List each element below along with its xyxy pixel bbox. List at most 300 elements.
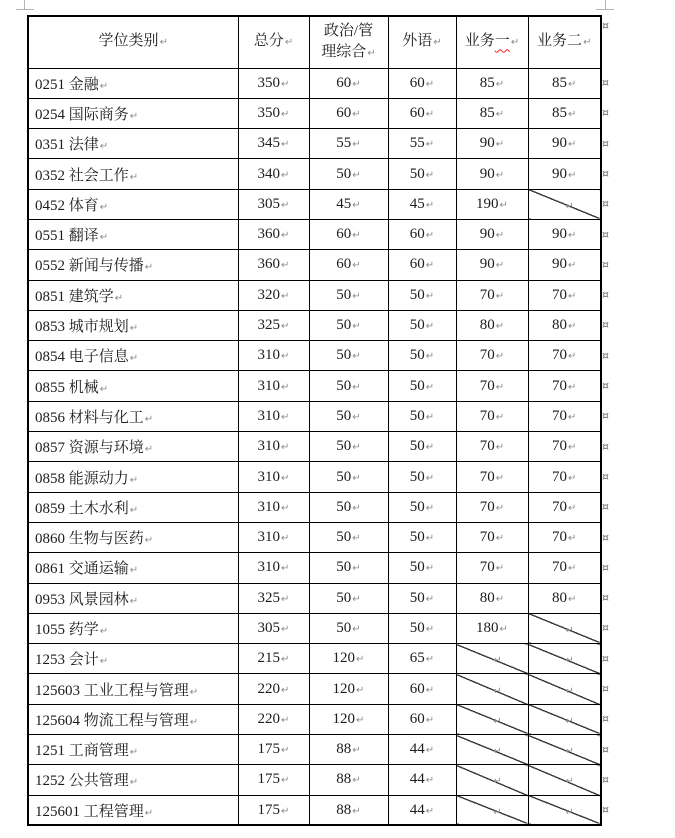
- margin-mark-vertical: [24, 0, 25, 10]
- score-value: 60: [409, 680, 425, 697]
- score-value: 175: [257, 801, 281, 818]
- score-cell[interactable]: [528, 583, 601, 613]
- score-cell[interactable]: [456, 280, 528, 310]
- cell-end-marker: ↵: [425, 533, 435, 545]
- empty-diagonal-cell[interactable]: [456, 704, 528, 734]
- cell-end-marker: ↵: [99, 383, 109, 395]
- cell-end-marker: ↵: [425, 593, 435, 605]
- score-cell[interactable]: [528, 492, 601, 522]
- score-cell[interactable]: [388, 310, 456, 340]
- score-cell[interactable]: [528, 553, 601, 583]
- score-cell[interactable]: [238, 613, 309, 643]
- score-cell[interactable]: [388, 432, 456, 462]
- score-cell[interactable]: [238, 159, 309, 189]
- empty-diagonal-cell[interactable]: [528, 674, 601, 704]
- header-label-line1: 政治/管: [323, 22, 374, 39]
- header-cell-total-score[interactable]: [238, 16, 309, 68]
- cell-end-marker: ↵: [495, 502, 505, 514]
- cell-end-marker: ↵: [352, 775, 361, 787]
- score-cell[interactable]: [528, 98, 601, 128]
- cell-end-marker: ↵: [493, 746, 502, 758]
- score-cell[interactable]: [388, 129, 456, 159]
- header-cell-degree-category[interactable]: [28, 16, 238, 68]
- score-cell[interactable]: [309, 129, 388, 159]
- category-cell[interactable]: [28, 280, 238, 310]
- cell-end-marker: ↵: [281, 593, 290, 605]
- score-cell[interactable]: [388, 583, 456, 613]
- score-cell[interactable]: [309, 219, 388, 249]
- score-value: 60: [336, 256, 352, 273]
- row-end-marker: ¤: [602, 166, 609, 180]
- score-cell[interactable]: [238, 553, 309, 583]
- cell-end-marker: ↵: [281, 805, 290, 817]
- category-cell[interactable]: [28, 644, 238, 674]
- score-cell[interactable]: [238, 250, 309, 280]
- cell-end-marker: ↵: [356, 684, 365, 696]
- cell-end-marker: ↵: [495, 321, 505, 333]
- score-cell[interactable]: [238, 583, 309, 613]
- row-end-marker: ¤: [602, 348, 609, 362]
- cell-end-marker: ↵: [144, 807, 154, 819]
- empty-diagonal-cell[interactable]: [528, 795, 601, 825]
- score-cell[interactable]: [388, 98, 456, 128]
- cell-end-marker: ↵: [189, 686, 199, 698]
- category-cell[interactable]: [28, 613, 238, 643]
- score-value: 340: [257, 165, 281, 182]
- category-cell[interactable]: [28, 492, 238, 522]
- table-body: [28, 68, 601, 825]
- row-end-marker: ¤: [602, 19, 609, 32]
- score-cell[interactable]: [528, 462, 601, 492]
- score-value: 90: [552, 165, 568, 182]
- category-cell[interactable]: [28, 129, 238, 159]
- category-cell[interactable]: [28, 250, 238, 280]
- score-cell[interactable]: [388, 371, 456, 401]
- empty-diagonal-cell[interactable]: [528, 644, 601, 674]
- category-cell[interactable]: [28, 341, 238, 371]
- score-value: 50: [409, 619, 425, 636]
- score-cell[interactable]: [456, 401, 528, 431]
- score-cell[interactable]: [456, 492, 528, 522]
- score-cell[interactable]: [528, 129, 601, 159]
- table-row: [28, 280, 601, 310]
- score-cell[interactable]: [528, 159, 601, 189]
- score-value: 88: [336, 801, 352, 818]
- cell-end-marker: ↵: [493, 776, 502, 788]
- cell-end-marker: ↵: [583, 37, 592, 49]
- score-value: 120: [332, 650, 356, 667]
- score-cell[interactable]: [238, 310, 309, 340]
- score-cell[interactable]: [388, 492, 456, 522]
- empty-diagonal-cell[interactable]: [456, 735, 528, 765]
- score-cell[interactable]: [456, 553, 528, 583]
- score-value: 50: [409, 165, 425, 182]
- score-cell[interactable]: [309, 522, 388, 552]
- score-cell[interactable]: [456, 129, 528, 159]
- table-row: [28, 68, 601, 98]
- score-cell[interactable]: [388, 704, 456, 734]
- row-end-marker: ¤: [602, 257, 609, 271]
- row-end-marker: ¤: [602, 227, 609, 241]
- score-cell[interactable]: [309, 280, 388, 310]
- score-cell[interactable]: [309, 310, 388, 340]
- score-value: 50: [336, 407, 352, 424]
- category-cell[interactable]: [28, 219, 238, 249]
- score-cell[interactable]: [528, 341, 601, 371]
- score-value: 50: [336, 529, 352, 546]
- score-value: 80: [552, 317, 568, 334]
- empty-diagonal-cell[interactable]: [456, 795, 528, 825]
- cell-end-marker: ↵: [425, 563, 435, 575]
- score-value: 175: [257, 741, 281, 758]
- score-value: 60: [409, 74, 425, 91]
- cell-end-marker: ↵: [281, 533, 290, 545]
- cell-end-marker: ↵: [281, 654, 290, 666]
- score-value: 305: [257, 619, 281, 636]
- cell-end-marker: ↵: [568, 593, 577, 605]
- score-cell[interactable]: [309, 189, 388, 219]
- score-cell[interactable]: [528, 280, 601, 310]
- score-cell[interactable]: [456, 189, 528, 219]
- score-value: 310: [257, 529, 281, 546]
- score-cell[interactable]: [456, 462, 528, 492]
- score-cell[interactable]: [388, 341, 456, 371]
- score-value: 310: [257, 377, 281, 394]
- score-cell[interactable]: [456, 219, 528, 249]
- score-cell[interactable]: [309, 68, 388, 98]
- cell-end-marker: ↵: [565, 776, 574, 788]
- score-cell[interactable]: [238, 432, 309, 462]
- score-cell[interactable]: [388, 674, 456, 704]
- cell-end-marker: ↵: [565, 624, 574, 636]
- score-cell[interactable]: [309, 583, 388, 613]
- score-cell[interactable]: [309, 371, 388, 401]
- score-cell[interactable]: [309, 432, 388, 462]
- score-cell[interactable]: [456, 98, 528, 128]
- score-value: 175: [257, 771, 281, 788]
- score-cell[interactable]: [528, 310, 601, 340]
- score-cell[interactable]: [388, 765, 456, 795]
- category-cell[interactable]: [28, 462, 238, 492]
- score-cell[interactable]: [388, 462, 456, 492]
- cell-end-marker: ↵: [144, 262, 154, 274]
- category-text: 0856 材料与化工: [35, 409, 144, 426]
- row-end-marker: ¤: [602, 409, 609, 423]
- spellcheck-underlined-text: 一: [494, 33, 510, 50]
- score-cell[interactable]: [309, 613, 388, 643]
- cell-end-marker: ↵: [425, 290, 435, 302]
- empty-diagonal-cell[interactable]: [528, 765, 601, 795]
- cell-end-marker: ↵: [281, 290, 290, 302]
- header-cell-subject-one[interactable]: [456, 16, 528, 68]
- score-cell[interactable]: [528, 432, 601, 462]
- score-value: 310: [257, 347, 281, 364]
- score-value: 215: [257, 650, 281, 667]
- score-cell[interactable]: [309, 795, 388, 825]
- cell-end-marker: ↵: [352, 593, 361, 605]
- score-cell[interactable]: [388, 159, 456, 189]
- category-cell[interactable]: [28, 583, 238, 613]
- score-cell[interactable]: [456, 432, 528, 462]
- category-text: 0351 法律: [35, 137, 99, 154]
- score-cell[interactable]: [309, 704, 388, 734]
- score-value: 350: [257, 74, 281, 91]
- cell-end-marker: ↵: [568, 472, 577, 484]
- score-value: 310: [257, 559, 281, 576]
- score-cell[interactable]: [238, 219, 309, 249]
- score-value: 70: [552, 377, 568, 394]
- table-row: [28, 310, 601, 340]
- cell-end-marker: ↵: [433, 37, 442, 49]
- score-cell[interactable]: [309, 401, 388, 431]
- category-text: 0859 土木水利: [35, 500, 129, 517]
- category-cell[interactable]: [28, 765, 238, 795]
- cell-end-marker: ↵: [99, 80, 109, 92]
- cell-end-marker: ↵: [568, 169, 577, 181]
- empty-diagonal-cell[interactable]: [528, 189, 601, 219]
- score-cell[interactable]: [238, 704, 309, 734]
- score-cell[interactable]: [309, 250, 388, 280]
- cell-end-marker: ↵: [352, 351, 361, 363]
- category-cell[interactable]: [28, 674, 238, 704]
- table-row: [28, 129, 601, 159]
- category-cell[interactable]: [28, 553, 238, 583]
- cell-end-marker: ↵: [425, 169, 435, 181]
- score-cell[interactable]: [388, 553, 456, 583]
- score-cell[interactable]: [456, 341, 528, 371]
- score-cell[interactable]: [388, 613, 456, 643]
- cell-end-marker: ↵: [425, 654, 435, 666]
- cell-end-marker: ↵: [495, 139, 505, 151]
- score-cell[interactable]: [528, 401, 601, 431]
- header-label: 外语: [402, 33, 433, 50]
- score-cell[interactable]: [238, 765, 309, 795]
- score-cell[interactable]: [528, 250, 601, 280]
- category-text: 0853 城市规划: [35, 319, 129, 336]
- category-text: 0851 建筑学: [35, 288, 114, 305]
- score-cell[interactable]: [388, 219, 456, 249]
- score-cell[interactable]: [456, 583, 528, 613]
- header-cell-foreign-language[interactable]: [388, 16, 456, 68]
- header-cell-subject-two[interactable]: [528, 16, 601, 68]
- score-value: 70: [552, 286, 568, 303]
- score-value: 50: [336, 438, 352, 455]
- category-cell[interactable]: [28, 159, 238, 189]
- score-value: 70: [479, 468, 495, 485]
- score-cell[interactable]: [238, 98, 309, 128]
- row-end-marker: ¤: [602, 530, 609, 544]
- cell-end-marker: ↵: [425, 502, 435, 514]
- cell-end-marker: ↵: [129, 504, 139, 516]
- score-value: 45: [409, 195, 425, 212]
- margin-mark-vertical: [605, 0, 606, 10]
- category-cell[interactable]: [28, 310, 238, 340]
- score-cell[interactable]: [388, 644, 456, 674]
- score-cell[interactable]: [388, 735, 456, 765]
- score-value: 50: [409, 589, 425, 606]
- cell-end-marker: ↵: [493, 685, 502, 697]
- cell-end-marker: ↵: [425, 108, 435, 120]
- score-cell[interactable]: [309, 462, 388, 492]
- score-cell[interactable]: [528, 219, 601, 249]
- cell-end-marker: ↵: [568, 381, 577, 393]
- table-row: [28, 765, 601, 795]
- score-cell[interactable]: [456, 522, 528, 552]
- score-cell[interactable]: [309, 674, 388, 704]
- score-cell[interactable]: [238, 735, 309, 765]
- score-cell[interactable]: [238, 492, 309, 522]
- score-value: 85: [552, 74, 568, 91]
- score-cell[interactable]: [238, 371, 309, 401]
- category-text: 1252 公共管理: [35, 773, 129, 790]
- score-cell[interactable]: [309, 98, 388, 128]
- score-cell[interactable]: [238, 189, 309, 219]
- score-value: 90: [552, 226, 568, 243]
- score-value: 90: [552, 256, 568, 273]
- category-cell[interactable]: [28, 68, 238, 98]
- score-value: 50: [409, 286, 425, 303]
- cell-end-marker: ↵: [189, 716, 199, 728]
- score-cell[interactable]: [456, 371, 528, 401]
- score-value: 70: [479, 559, 495, 576]
- score-cell[interactable]: [238, 674, 309, 704]
- score-value: 88: [336, 741, 352, 758]
- cell-end-marker: ↵: [425, 381, 435, 393]
- score-value: 360: [257, 256, 281, 273]
- score-cell[interactable]: [388, 68, 456, 98]
- score-value: 325: [257, 317, 281, 334]
- empty-diagonal-cell[interactable]: [456, 674, 528, 704]
- table-row: [28, 522, 601, 552]
- cell-end-marker: ↵: [352, 563, 361, 575]
- table-row: [28, 432, 601, 462]
- score-cell[interactable]: [456, 310, 528, 340]
- score-cell[interactable]: [238, 522, 309, 552]
- cell-end-marker: ↵: [425, 199, 435, 211]
- cell-end-marker: ↵: [565, 746, 574, 758]
- score-cell[interactable]: [238, 795, 309, 825]
- empty-diagonal-cell[interactable]: [528, 704, 601, 734]
- cell-end-marker: ↵: [568, 260, 577, 272]
- cell-end-marker: ↵: [144, 535, 154, 547]
- score-cell[interactable]: [238, 68, 309, 98]
- score-value: 70: [479, 438, 495, 455]
- score-cell[interactable]: [309, 644, 388, 674]
- score-value: 80: [479, 589, 495, 606]
- table-row: [28, 159, 601, 189]
- score-value: 50: [409, 468, 425, 485]
- score-cell[interactable]: [309, 159, 388, 189]
- score-value: 60: [336, 226, 352, 243]
- score-value: 350: [257, 104, 281, 121]
- cell-end-marker: ↵: [425, 411, 435, 423]
- score-cell[interactable]: [456, 613, 528, 643]
- cell-end-marker: ↵: [425, 139, 435, 151]
- category-cell[interactable]: [28, 735, 238, 765]
- category-cell[interactable]: [28, 371, 238, 401]
- category-cell[interactable]: [28, 401, 238, 431]
- score-value: 70: [552, 559, 568, 576]
- empty-diagonal-cell[interactable]: [456, 644, 528, 674]
- score-value: 310: [257, 438, 281, 455]
- category-cell[interactable]: [28, 98, 238, 128]
- row-end-marker: ¤: [602, 621, 609, 635]
- score-cell[interactable]: [238, 129, 309, 159]
- score-cell[interactable]: [528, 522, 601, 552]
- score-cell[interactable]: [238, 644, 309, 674]
- cell-end-marker: ↵: [495, 442, 505, 454]
- empty-diagonal-cell[interactable]: [456, 765, 528, 795]
- score-cell[interactable]: [309, 735, 388, 765]
- row-end-marker: ¤: [602, 500, 609, 514]
- cell-end-marker: ↵: [281, 381, 290, 393]
- score-value: 50: [409, 407, 425, 424]
- score-cell[interactable]: [309, 341, 388, 371]
- empty-diagonal-cell[interactable]: [528, 735, 601, 765]
- score-value: 50: [409, 317, 425, 334]
- score-cell[interactable]: [309, 492, 388, 522]
- score-cell[interactable]: [528, 68, 601, 98]
- cell-end-marker: ↵: [281, 78, 290, 90]
- score-cell[interactable]: [388, 795, 456, 825]
- category-text: 1253 会计: [35, 652, 99, 669]
- score-cell[interactable]: [388, 522, 456, 552]
- cell-end-marker: ↵: [129, 323, 139, 335]
- score-cell[interactable]: [238, 280, 309, 310]
- cell-end-marker: ↵: [352, 502, 361, 514]
- category-cell[interactable]: [28, 432, 238, 462]
- cell-end-marker: ↵: [352, 623, 361, 635]
- score-value: 90: [479, 135, 495, 152]
- category-cell[interactable]: [28, 189, 238, 219]
- category-cell[interactable]: [28, 795, 238, 825]
- cell-end-marker: ↵: [99, 656, 109, 668]
- row-end-marker: ¤: [602, 439, 609, 453]
- score-cell[interactable]: [309, 765, 388, 795]
- row-end-marker: ¤: [602, 803, 609, 817]
- category-cell[interactable]: [28, 522, 238, 552]
- score-cell[interactable]: [238, 462, 309, 492]
- score-value: 85: [479, 104, 495, 121]
- score-cell[interactable]: [238, 341, 309, 371]
- score-cell[interactable]: [388, 189, 456, 219]
- score-value: 50: [336, 559, 352, 576]
- row-end-marker: ¤: [602, 379, 609, 392]
- score-cell[interactable]: [238, 401, 309, 431]
- score-value: 50: [336, 347, 352, 364]
- cell-end-marker: ↵: [568, 230, 577, 242]
- score-value: 90: [479, 165, 495, 182]
- header-cell-politics-mgmt[interactable]: [309, 16, 388, 68]
- score-cell[interactable]: [388, 250, 456, 280]
- table-row: [28, 371, 601, 401]
- score-cell[interactable]: [456, 250, 528, 280]
- cell-end-marker: ↵: [565, 655, 574, 667]
- category-cell[interactable]: [28, 704, 238, 734]
- score-cell[interactable]: [456, 159, 528, 189]
- row-end-marker: ¤: [602, 742, 609, 756]
- score-cell[interactable]: [528, 371, 601, 401]
- score-value: 70: [479, 529, 495, 546]
- table-row: [28, 250, 601, 280]
- score-cell[interactable]: [388, 280, 456, 310]
- score-cell[interactable]: [456, 68, 528, 98]
- cell-end-marker: ↵: [352, 260, 361, 272]
- cell-end-marker: ↵: [144, 444, 154, 456]
- score-cell[interactable]: [388, 401, 456, 431]
- score-cell[interactable]: [309, 553, 388, 583]
- empty-diagonal-cell[interactable]: [528, 613, 601, 643]
